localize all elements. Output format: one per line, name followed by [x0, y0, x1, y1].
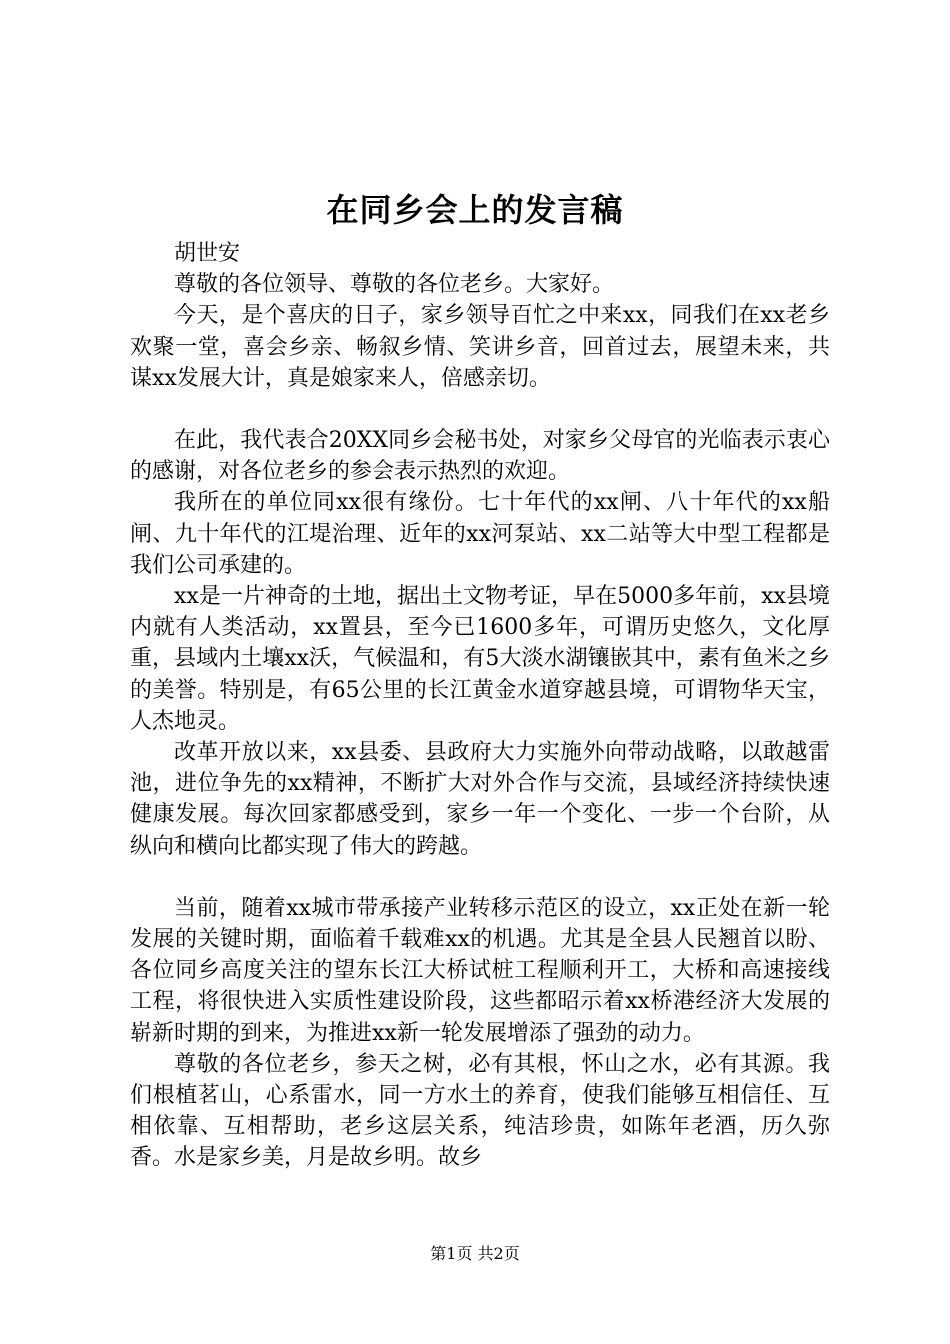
- paragraph-greeting: 尊敬的各位领导、尊敬的各位老乡。大家好。: [174, 272, 615, 298]
- paragraph-reform: 改革开放以来，xx县委、县政府大力实施外向带动战略，以敢越雷池，进位争先的xx精神，不断扩大对外合作与交流，县域经济持续快速健康发展。每次回家都感受到，家乡一年一个变化、一步一个台阶，从纵向和横向比都实现了伟大的跨越。: [130, 740, 830, 859]
- paragraph-hometown: 尊敬的各位老乡，参天之树，必有其根，怀山之水，必有其源。我们根植茗山，心系雷水，同一方水土的养育，使我们能够互相信任、互相依靠、互相帮助，老乡这层关系，纯洁珍贵，如陈年老酒，历久弥香。水是家乡美，月是故乡明。故乡: [130, 1051, 830, 1171]
- document-body: [130, 238, 830, 1174]
- paragraph-opening: 今天，是个喜庆的日子，家乡领导百忙之中来xx，同我们在xx老乡欢聚一堂，喜会乡亲、畅叙乡情、笑讲乡音，回首过去，展望未来，共谋xx发展大计，真是娘家来人，倍感亲切。: [130, 303, 830, 391]
- paragraph-spacer: [130, 394, 830, 425]
- paragraph-company: 我所在的单位同xx很有缘份。七十年代的xx闸、八十年代的xx船闸、九十年代的江堤治理、近年的xx河泵站、xx二站等大中型工程都是我们公司承建的。: [130, 490, 830, 578]
- page-number-footer: 第1页 共2页: [430, 1244, 520, 1263]
- document-title: 在同乡会上的发言稿: [326, 191, 624, 229]
- paragraph-current: 当前，随着xx城市带承接产业转移示范区的设立，xx正处在新一轮发展的关键时期，面临着千载难xx的机遇。尤其是全县人民翘首以盼、各位同乡高度关注的望东长江大桥试桩工程顺利开工，大桥和高速接线工程，将很快进入实质性建设阶段，这些都昭示着xx桥港经济大发展的崭新时期的到来，为推进xx新一轮发展增添了强劲的动力。: [130, 895, 830, 1046]
- paragraph-history: xx是一片神奇的土地，据出土文物考证，早在5000多年前，xx县境内就有人类活动，xx置县，至今已1600多年，可谓历史悠久，文化厚重，县域内土壤xx沃，气候温和，有5大淡水湖镶嵌其中，素有鱼米之乡的美誉。特别是，有65公里的长江黄金水道穿越县境，可谓物华天宝，人杰地灵。: [130, 584, 830, 734]
- paragraph-thanks: 在此，我代表合20XX同乡会秘书处，对家乡父母官的光临表示衷心的感谢，对各位老乡的参会表示热烈的欢迎。: [130, 428, 830, 485]
- paragraph-spacer: [130, 862, 830, 893]
- author-name: 胡世安: [174, 241, 241, 266]
